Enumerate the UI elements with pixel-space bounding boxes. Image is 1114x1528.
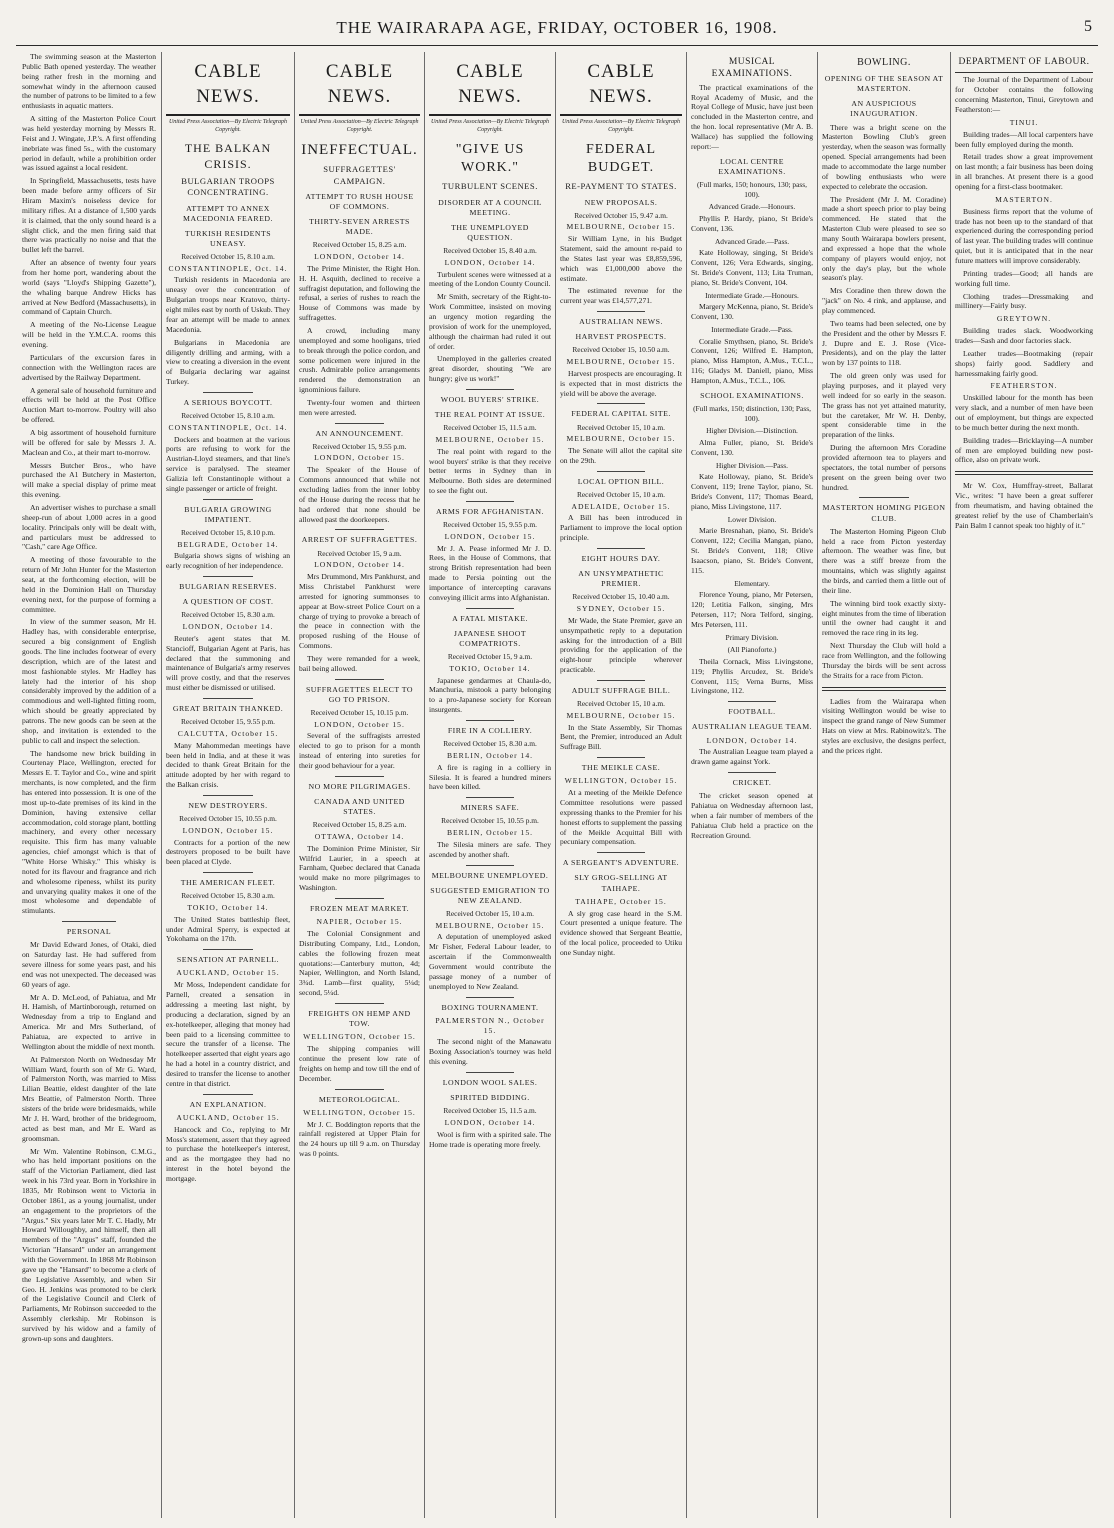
separator <box>203 392 253 393</box>
placeline: TINUI. <box>1009 117 1039 127</box>
article-paragraph: A sitting of the Masterton Police Court was held yesterday morning by Messrs R. Feist and J. Wingate, J.P.'s. A first offending inebriate was fined 5s., with the customary period in default, while a prohibition order was issued against a local resident. <box>22 114 156 173</box>
placeline: WELLINGTON, October 15. <box>303 1107 416 1117</box>
section-heading: MUSICAL EXAMINATIONS. <box>711 57 793 80</box>
article-paragraph: Mr J. A. Pease informed Mr J. D. Rees, in the House of Commons, that strong British representation had been made to Persia pointing out the importance of intercepting caravans conveying illicit arms into Afghanistan. <box>429 543 551 602</box>
cable-news-banner: CABLE NEWS. <box>429 52 551 116</box>
headline: ARREST OF SUFFRAGETTES. <box>301 535 418 545</box>
article-paragraph: Building trades slack. Woodworking trades—Sash and door factories slack. <box>955 326 1093 345</box>
article-paragraph: The shipping companies will continue the present low rate of freights on hemp and tow till the end of December. <box>299 1044 420 1083</box>
article-paragraph: Next Thursday the Club will hold a race from Wellington, and the following Thursday the birds will be sent across the Straits for a race from Picton. <box>822 641 946 680</box>
placeline: MASTERTON. <box>995 194 1053 204</box>
article-paragraph: Building trades—Bricklaying—A number of men are employed building new post-office, also on private work. <box>955 435 1093 465</box>
article-paragraph: Phyllis P. Hardy, piano, St Bride's Convent, 136. <box>691 213 813 233</box>
article-paragraph: Twenty-four women and thirteen men were arrested. <box>299 397 420 417</box>
article-paragraph: Leather trades—Bootmaking (repair shops) fairly good. Saddlery and harnessmaking fairly good. <box>955 348 1093 378</box>
headline: ADULT SUFFRAGE BILL. <box>571 685 671 695</box>
placeline: CONSTANTINOPLE, Oct. 14. <box>168 263 288 273</box>
marks-note: (Full marks, 150; honours, 130; pass, 100). <box>696 179 808 199</box>
article-paragraph: Bulgaria shows signs of wishing an early recognition of her independence. <box>166 551 290 571</box>
article-paragraph: Japanese gendarmes at Chaula-do, Manchuria, mistook a party belonging to a pro-Japanese society for Korean insurgents. <box>429 675 551 715</box>
kicker: TURKISH RESIDENTS UNEASY. <box>184 228 272 248</box>
article-paragraph: A Bill has been introduced in Parliament to improve the local option principle. <box>560 513 682 543</box>
article-paragraph: The Dominion Prime Minister, Sir Wilfrid Laurier, in a speech at Farnham, Quebec declared that Canada would make no more pilgrimages to Washington. <box>299 843 420 893</box>
dateline: Received October 15, 8.25 a.m. <box>312 240 407 250</box>
dateline: Received October 15, 9.47 a.m. <box>574 210 668 220</box>
article-paragraph: Mr A. D. McLeod, of Pahiatua, and Mr H. Hamish, of Martinborough, returned on Wednesday from a trip to England and America. Mr and Mrs Sutherland, of Pahiatua, are expected to arrive in Wellington about the middle of next month. <box>22 992 156 1051</box>
kicker: THE REAL POINT AT ISSUE. <box>434 410 546 420</box>
article-paragraph: The President (Mr J. M. Coradine) made a short speech prior to play being commenced. He stated that the Masterton Club were pleased to see so many South Wairarapa bowlers present, and expressed a hope that the whole company of players would enjoy, not only the day's play, but the whole season's play. <box>822 194 946 283</box>
headline: METEOROLOGICAL. <box>318 1094 401 1104</box>
placeline: MELBOURNE, October 15. <box>566 710 676 720</box>
article-paragraph: The winning bird took exactly sixty-eight minutes from the time of liberation until the owner had caught it and removed the race ring in its leg. <box>822 598 946 638</box>
article-paragraph: The handsome new brick building in Courtenay Place, Wellington, erected for Messrs E. T. Taylor and Co., wine and spirit merchants, is now completed, and the firm has entered into possession. It is one of the most up-to-date premises of its kind in the Dominion, having extensive cellar accommodation, cold storage plant, bottling machinery, and every other necessary requisite. This firm has many valuable agencies, chief amongst which is that of "White Horse Whisky." This whisky is noted for its flavour and fragrance and rich and wholesome ripeness, whilst its purity and unvarying quality makes it one of the most wholesome and dependable of stimulants. <box>22 748 156 916</box>
separator <box>597 471 646 472</box>
separator <box>203 795 253 796</box>
separator <box>859 497 909 498</box>
article-paragraph: After an absence of twenty four years from her home port, wandering about the world (says "Lloyd's Shipping Gazette"), the whaling barque Andrew Hicks has arrived at New Bedford (Massachusetts), in command of Captain Church. <box>22 258 156 317</box>
kicker: DISORDER AT A COUNCIL MEETING. <box>438 197 542 217</box>
dateline: Received October 15, 10.50 a.m. <box>572 345 670 355</box>
article-paragraph: The Prime Minister, the Right Hon. H. H. Asquith, declined to receive a suffragist deputation, and following the refusal, a series of rushes to reach the House of Commons was made by suffragettes. <box>299 263 420 323</box>
placeline: MELBOURNE, October 15. <box>435 920 545 930</box>
dateline: Received October 15, 10.55 p.m. <box>441 816 539 826</box>
kicker: CANADA AND UNITED STATES. <box>314 796 405 817</box>
article-paragraph: Kate Holloway, singing, St Bride's Convent, 126; Vera Edwards, singing, St. Bride's Convent, 113; Lita Truman, piano, St. Bride's Convent, 104. <box>691 248 813 287</box>
grade-heading: Advanced Grade.—Pass. <box>714 236 790 246</box>
subheadline: RE-PAYMENT TO STATES. <box>565 181 677 192</box>
article-paragraph: The second night of the Manawatu Boxing Association's tourney was held this evening. <box>429 1037 551 1067</box>
kicker: NEW PROPOSALS. <box>584 197 658 207</box>
kicker: SPIRITED BIDDING. <box>450 1093 530 1103</box>
article-paragraph: A general sale of household furniture and effects will be held at the Post Office Auction Mart to-morrow. Poultry will also be offered. <box>22 385 156 425</box>
headline: AN EXPLANATION. <box>189 1099 267 1109</box>
separator <box>62 921 116 922</box>
article-paragraph: Harvest prospects are encouraging. It is expected that in most districts the yield will be above the average. <box>560 368 682 398</box>
section-heading: DEPARTMENT OF LABOUR. <box>955 56 1093 73</box>
article-paragraph: Building trades—All local carpenters have been fully employed during the month. <box>955 129 1093 149</box>
separator <box>203 872 253 873</box>
article-paragraph: The Masterton Homing Pigeon Club held a race from Picton yesterday afternoon. The weather was fine, but there was a stiff breeze from the mountains, which was slightly against the birds, and carried them a little out of their line. <box>822 526 946 595</box>
separator <box>728 701 777 702</box>
placeline: TOKIO, October 14. <box>449 663 531 673</box>
headline: FIRE IN A COLLIERY. <box>447 726 533 736</box>
kicker: HARVEST PROSPECTS. <box>575 332 667 342</box>
headline: NEW DESTROYERS. <box>188 800 268 810</box>
headline: THE BALKAN CRISIS. <box>184 140 272 171</box>
separator <box>466 997 515 998</box>
article-paragraph: A meeting of the No-License League will be held in the Y.M.C.A. rooms this evening. <box>22 320 156 350</box>
dateline: Received October 15, 8.30 a.m. <box>181 891 275 901</box>
headline: BULGARIA GROWING IMPATIENT. <box>184 504 272 524</box>
subheading: OPENING OF THE SEASON AT MASTERTON. <box>824 74 944 94</box>
article-paragraph: The cricket season opened at Pahiatua on Wednesday afternoon last, when a fair number of members of the Pahiatua Club held a practice on the Recreation Ground. <box>691 791 813 840</box>
article-paragraph: Many Mahommedan meetings have been held in India, and at these it was decided to thank Great Britain for the attitude adopted by her with regard to the Balkan crisis. <box>166 740 290 790</box>
article-paragraph: The Journal of the Department of Labour for October contains the following concerning Masterton, Tinui, Greytown and Featherston:— <box>955 75 1093 114</box>
article-paragraph: A crowd, including many unemployed and some hooligans, tried to break through the police cordon, and some policemen were injured in the crush. Admirable police arrangements rendered the demonstration an ignominious failure. <box>299 325 420 395</box>
separator <box>597 311 646 312</box>
placeline: LONDON, October 14. <box>444 257 536 267</box>
grade-note: (All Pianoforte.) <box>727 645 777 655</box>
article-paragraph: Mr Moss, Independent candidate for Parnell, created a sensation in addressing a meeting last night, by producing a declaration, signed by an ex-hotelkeeper, alleging that money had been paid to a licensing committee to secure the transfer of a license. The hotelkeeper asserted that eight years ago he had a hotel in a country district, and desired to transfer the license to another centre in that district. <box>166 980 290 1088</box>
dateline: Received October 15, 9.55 p.m. <box>181 717 275 727</box>
grade-heading: Advanced Grade.—Honours. <box>708 202 796 212</box>
column-local-news <box>22 52 156 1518</box>
separator <box>335 898 383 899</box>
headline: EIGHT HOURS DAY. <box>581 553 661 563</box>
separator <box>466 501 515 502</box>
placeline: LONDON, October 14. <box>706 735 798 745</box>
column-cable-balkan <box>166 52 290 1518</box>
dateline: Received October 15, 8.30 a.m. <box>181 610 275 620</box>
kicker: AN UNSYMPATHETIC PREMIER. <box>578 569 664 589</box>
separator <box>822 687 946 691</box>
headline: BOXING TOURNAMENT. <box>441 1002 539 1012</box>
headline: "GIVE US WORK." <box>455 141 525 176</box>
headline: NO MORE PILGRIMAGES. <box>308 781 411 791</box>
article-paragraph: Clothing trades—Dressmaking and millinery—Fairly busy. <box>955 291 1093 311</box>
placeline: SYDNEY, October 15. <box>576 603 666 613</box>
separator <box>597 548 646 549</box>
column-rule <box>294 52 295 1518</box>
placeline: LONDON, October 14. <box>314 560 405 570</box>
subheadline: SUFFRAGETTES' CAMPAIGN. <box>323 164 396 186</box>
cable-news-banner: CABLE NEWS. <box>166 52 290 116</box>
separator <box>466 608 515 609</box>
masthead <box>0 18 1114 38</box>
press-credit: United Press Association—By Electric Telegraph Copyright. <box>168 119 288 134</box>
separator <box>597 852 646 853</box>
dateline: Received October 15, 8.10 a.m. <box>181 252 275 261</box>
article-paragraph: Wool is firm with a spirited sale. The Home trade is operating more freely. <box>429 1129 551 1149</box>
dateline: Received October 15, 10 a.m. <box>576 489 666 499</box>
separator <box>597 403 646 404</box>
article-paragraph: The Colonial Consignment and Distributing Company, Ltd., London, cables the following frozen meat quotations:—Canterbury mutton, 4d; Napier, Wellington, and North Island, 3¾d. Lamb—first quality, 5¼d; second, 5¼d. <box>299 928 420 998</box>
dateline: Received October 15, 8.30 a.m. <box>443 739 537 749</box>
dateline: Received October 15, 11.5 a.m. <box>443 423 537 433</box>
placeline: MELBOURNE, October 15. <box>435 434 545 444</box>
dateline: Received October 15, 8.40 a.m. <box>443 246 537 256</box>
headline: AN ANNOUNCEMENT. <box>315 428 404 438</box>
placeline: WELLINGTON, October 15. <box>303 1032 416 1042</box>
headline: SENSATION AT PARNELL. <box>176 955 280 965</box>
article-paragraph: Mr J. C. Boddington reports that the rainfall registered at Upper Plain for the 24 hours up till 9 a.m. on Thursday was 0 points. <box>299 1119 420 1159</box>
cable-news-banner: CABLE NEWS. <box>299 52 420 116</box>
headline: FREIGHTS ON HEMP AND TOW. <box>308 1008 411 1029</box>
column-rule <box>817 52 818 1518</box>
article-paragraph: In the State Assembly, Sir Thomas Bent, the Premier, introduced an Adult Suffrage Bill. <box>560 722 682 752</box>
article-paragraph: Sir William Lyne, in his Budget Statement, said the amount re-paid to the States last year was £8,859,596, which was £1,000,000 above the estimate. <box>560 234 682 283</box>
article-paragraph: The old green only was used for playing purposes, and it played very well indeed for so early in the season. The grass has not yet attained maturity, but the caretaker, Mr W. H. Denby, spent considerable time in the preparation of the links. <box>822 371 946 440</box>
article-paragraph: The estimated revenue for the current year was £14,577,271. <box>560 286 682 306</box>
article-paragraph: The Australian League team played a drawn game against York. <box>691 747 813 767</box>
kicker: THE UNEMPLOYED QUESTION. <box>451 222 529 242</box>
masthead-rule <box>16 45 1098 46</box>
article-paragraph: Theila Cornack, Miss Livingstone, 119; Phyllis Arcudez, St. Bride's Convent, 115; Verna Burns, Miss Livingstone, 112. <box>691 656 813 696</box>
separator <box>335 529 383 530</box>
separator <box>597 680 646 681</box>
placeline: CALCUTTA, October 15. <box>177 728 279 738</box>
column-rule <box>555 52 556 1518</box>
article-paragraph: Mrs Coradine then threw down the "jack" on No. 4 rink, and applause, and play commenced. <box>822 286 946 315</box>
article-paragraph: During the afternoon Mrs Coradine provided afternoon tea to players and spectators, the total number of persons present on the green being over two hundred. <box>822 443 946 492</box>
article-paragraph: The swimming season at the Masterton Public Bath opened yesterday. The weather being rather fresh in the morning and somewhat windy in the afternoon caused the number of patrons to be limited to a few enthusiasts in aquatic matters. <box>22 52 156 111</box>
grade-heading: Intermediate Grade.—Honours. <box>705 290 799 300</box>
advertisement-paragraph: Mr W. Cox, Humffray-street, Ballarat Vic., writes: "I have been a great sufferer from rheumatism, and having obtained the greatest relief by the use of Chamberlain's Pain Balm I cannot speak too highly of it." <box>955 481 1093 530</box>
subheadline: BULGARIAN TROOPS CONCENTRATING. <box>181 176 275 198</box>
column-rule <box>161 52 162 1518</box>
headline: A SERGEANT'S ADVENTURE. <box>562 858 680 868</box>
article-paragraph: At Palmerston North on Wednesday Mr William Ward, fourth son of Mr G. Ward, of Palmerston North, was married to Miss Lilian Beattie, eldest daughter of the late Mrs Beattie, of Palmerston North. Three sisters of the bride were bridesmaids, while Mr J. H. Ward, brother of the bridegroom, acted as best man, and Mr E. Ward as groomsman. <box>22 1054 156 1143</box>
column-musical-examinations <box>691 52 813 1518</box>
placeline: LONDON, October 15. <box>444 531 536 541</box>
dateline: Received October 15, 10.15 p.m. <box>310 707 409 717</box>
column-rule <box>686 52 687 1518</box>
separator <box>203 576 253 577</box>
placeline: FEATHERSTON. <box>990 381 1058 391</box>
article-paragraph: Business firms report that the volume of trade has not been up to the standard of that experienced during the corresponding period of last year. The building trades will continue quiet, but it is anticipated that in the near future matters will improve considerably. <box>955 206 1093 265</box>
article-paragraph: A fire is raging in a colliery in Silesia. It is feared a hundred miners have been killed. <box>429 762 551 792</box>
article-paragraph: In view of the summer season, Mr H. Hadley has, with considerable enterprise, secured a big consignment of English goods. The line includes footwear of every description, which are of the latest and most fashionable styles. Mr Hadley has lately had the interior of his shop considerably improved by the addition of a commodious and well-lighted fitting room, which should be greatly appreciated by patrons. The new goods can be seen at the shop, and invitation is extended to the public to call and inspect the selection. <box>22 617 156 745</box>
placeline: MELBOURNE, October 15. <box>566 357 676 367</box>
dateline: Received October 15, 10.40 a.m. <box>572 592 670 602</box>
separator <box>335 679 383 680</box>
placeline: LONDON, October 15. <box>314 719 405 729</box>
article-paragraph: Florence Young, piano, Mr Petersen, 120; Letitia Falkon, singing, Mrs Petersen, 117; Nora Telford, singing, Mrs Petersen, 111. <box>691 590 813 629</box>
article-paragraph: Marie Bresnahan, piano, St. Bride's Convent, 122; Cecilia Mangan, piano, St. Bride's Convent, 118; Olive Isaacson, piano, St. Bride's Convent, 115. <box>691 526 813 575</box>
article-paragraph: A deputation of unemployed asked Mr Fisher, Federal Labour leader, to ascertain if the Commonwealth Government would contribute the passage money of a number of unemployed to New Zealand. <box>429 932 551 991</box>
headline: FEDERAL BUDGET. <box>586 141 656 176</box>
placeline: PALMERSTON N., October 15. <box>435 1015 545 1035</box>
separator <box>466 389 515 390</box>
headline: FROZEN MEAT MARKET. <box>309 903 410 913</box>
column-bowling <box>822 52 946 1518</box>
placeline: AUCKLAND, October 15. <box>176 968 280 978</box>
article-paragraph: Mr Wade, the State Premier, gave an unsympathetic reply to a deputation asking for the introduction of a Bill providing for the application of the eight-hour principle wherever practicable. <box>560 615 682 675</box>
article-paragraph: Turbulent scenes were witnessed at a meeting of the London County Council. <box>429 269 551 289</box>
dateline: Received October 15, 8.25 a.m. <box>312 820 407 830</box>
masthead-title: THE WAIRARAPA AGE, FRIDAY, OCTOBER 16, 1908. <box>336 18 778 37</box>
article-paragraph: Coralie Smythsen, piano, St. Bride's Convent, 126; Wilfred E. Hampton, piano, Miss Hampton, A.Mus., T.C.L., 116; Gladys M. Daniell, piano, Miss Hampton, A.Mus., T.C.L., 106. <box>691 336 813 386</box>
section-heading: FOOTBALL. <box>728 707 776 717</box>
article-paragraph: A meeting of those favourable to the return of Mr John Hunter for the Masterton seat, at the forthcoming election, will be held in the Dominion Hall on Thursday evening next, for the purpose of forming a committee. <box>22 555 156 614</box>
placeline: LONDON, October 15. <box>314 453 405 463</box>
press-credit: United Press Association—By Electric Telegraph Copyright. <box>430 119 550 134</box>
article-paragraph: Mr Smith, secretary of the Right-to-Work Committee, insisted on moving an urgency motion regarding the provision of work for the unemployed, although the chairman had ruled it out of order. <box>429 292 551 351</box>
dateline: Received October 15, 10 a.m. <box>445 908 535 918</box>
article-paragraph: An advertiser wishes to purchase a small sheep-run of about 1,000 acres in a good locality. Principals only will be dealt with, and particulars must be addressed to "Cash," care Age Office. <box>22 502 156 552</box>
placeline: LONDON, October 14. <box>314 251 405 261</box>
placeline: TAIHAPE, October 15. <box>575 896 667 906</box>
placeline: AUCKLAND, October 15. <box>176 1112 280 1122</box>
dateline: Received October 15, 9.55 p.m. <box>312 441 407 451</box>
placeline: ADELAIDE, October 15. <box>571 501 671 511</box>
placeline: BERLIN, October 14. <box>446 750 534 760</box>
headline: INEFFECTUAL. <box>301 141 418 158</box>
kicker: AN AUSPICIOUS INAUGURATION. <box>850 99 918 119</box>
article-paragraph: Turkish residents in Macedonia are uneasy over the concentration of Bulgarian troops near Kratovo, thirty-eight miles east by north of Uskub. They fear an attempt will be made to annex Macedonia. <box>166 275 290 334</box>
column-cable-suffragettes <box>299 52 420 1518</box>
section-heading: BOWLING. <box>857 57 911 68</box>
article-paragraph: A sly grog case heard in the S.M. Court presented a unique feature. The evidence showed that Sergeant Beattie, of the local police, proceeded to Utiku one Sunday night. <box>560 908 682 957</box>
article-paragraph: Alma Fuller, piano, St. Bride's Convent, 130. <box>691 437 813 457</box>
press-credit: United Press Association—By Electric Telegraph Copyright. <box>561 119 681 134</box>
separator <box>955 471 1093 475</box>
article-paragraph: Dockers and boatmen at the various ports are refusing to work for the Austrian-Lloyd steamers, and that line's service is paralysed. The steamer Galizia left Constantinople without a single passenger or article of freight. <box>166 434 290 493</box>
article-paragraph: Unemployed in the galleries created great disorder, shouting "We are hungry; give us work!" <box>429 354 551 384</box>
grade-heading: Higher Division.—Distinction. <box>706 426 798 436</box>
headline: SUFFRAGETTES ELECT TO GO TO PRISON. <box>305 684 414 704</box>
headline: THE MEIKLE CASE. <box>581 763 661 773</box>
section-heading: CRICKET. <box>732 778 772 788</box>
column-cable-give-us-work <box>429 52 551 1518</box>
separator <box>728 772 777 773</box>
article-paragraph: They were remanded for a week, bail being allowed. <box>299 653 420 673</box>
dateline: Received October 15, 9 a.m. <box>317 548 402 558</box>
headline: AUSTRALIAN NEWS. <box>579 317 663 327</box>
grade-heading: Intermediate Grade.—Pass. <box>711 324 793 334</box>
subheading: LOCAL CENTRE EXAMINATIONS. <box>718 156 786 176</box>
column-rule <box>950 52 951 1518</box>
placeline: MELBOURNE, October 15. <box>566 434 676 444</box>
headline: ARMS FOR AFGHANISTAN. <box>435 506 544 516</box>
placeline: TOKIO, October 14. <box>187 902 269 912</box>
subheadline: TURBULENT SCENES. <box>442 181 538 192</box>
separator <box>597 757 646 758</box>
grade-heading: Primary Division. <box>725 632 779 642</box>
article-paragraph: Two teams had been selected, one by the President and the other by Messrs F. J. Dupre and E. J. Rose (Vice-Presidents), and on the play the latter won by 137 points to 118. <box>822 318 946 368</box>
article-paragraph: Kate Holloway, piano, St. Bride's Convent, 119; Irene Taylor, piano, St. Bride's Convent, 117; Thomas Beard, piano, Miss Livingstone, 117. <box>691 472 813 511</box>
dateline: Received October 15, 8.10 p.m. <box>181 527 275 537</box>
kicker: ATTEMPT TO ANNEX MACEDONIA FEARED. <box>183 203 273 223</box>
article-paragraph: The United States battleship fleet, under Admiral Sperry, is expected at Yokohama on the 17th. <box>166 914 290 944</box>
grade-heading: Lower Division. <box>727 514 777 524</box>
column-rule <box>424 52 425 1518</box>
article-paragraph: In Springfield, Massachusetts, tests have been made before army officers of Sir Hiram Maxim's noiseless device for military rifles. At a distance of 1,500 yards it is claimed, that the only sound heard is a slight click, and the men firing said that there was practically no noise and that the bullet left the barrel. <box>22 176 156 255</box>
article-paragraph: Margery McKenna, piano, St. Bride's Convent, 130. <box>691 302 813 322</box>
headline: A SERIOUS BOYCOTT. <box>183 397 273 407</box>
article-paragraph: A big assortment of household furniture will be offered for sale by Messrs J. A. Maclean and Co., at their mart to-morrow. <box>22 427 156 457</box>
separator <box>203 949 253 950</box>
separator <box>466 797 515 798</box>
separator <box>335 1089 383 1090</box>
separator <box>203 1094 253 1095</box>
separator <box>466 720 515 721</box>
article-paragraph: Mr David Edward Jones, of Otaki, died on Saturday last. He had suffered from severe illness for some years past, and his end was not unexpected. The deceased was 60 years of age. <box>22 940 156 989</box>
headline: FEDERAL CAPITAL SITE. <box>571 409 671 419</box>
headline: THE AMERICAN FLEET. <box>180 878 276 888</box>
article-paragraph: There was a bright scene on the Masterton Bowling Club's green yesterday, when the season was formally opened. Special arrangements had been made to accommodate the large number of bowling enthusiasts who were expected to celebrate the occasion. <box>822 122 946 191</box>
article-paragraph: The practical examinations of the Royal Academy of Music, and the Royal College of Music, have just been concluded in the Masterton centre, and the hon. local representative (Mr A. B. Wallace) has supplied the following report:— <box>691 82 813 151</box>
article-paragraph: The Silesia miners are safe. They ascended by another shaft. <box>429 839 551 859</box>
headline: MELBOURNE UNEMPLOYED. <box>431 870 549 880</box>
placeline: BERLIN, October 15. <box>446 827 534 837</box>
placeline: BELGRADE, October 14. <box>177 539 279 549</box>
separator <box>335 1003 383 1004</box>
article-paragraph: Mr Wm. Valentine Robinson, C.M.G., who has held important positions on the staff of the Victorian Parliament, died last week in his 73rd year. Born in Yorkshire in 1835, Mr Robinson went to Victoria in October 1861, as a young journalist, under an engagement to the proprietors of the "Argus." Six years later Mr T. C. Hadly, Mr Howard Willoughby, and himself, then all members of the "Argus" staff, founded the Victorian "Hansard" under an arrangement with the Government. In 1868 Mr Robinson gave up the "Hansard" to become a clerk of the Legislative Assembly, and when Sir Geo. H. Jenkins was promoted to be clerk of the Legislative Council and Clerk of Parliaments, Mr Robinson succeeded to the Assembly clerkship. Mr Robinson is survived by his widow and a family of grown-up sons and daughters. <box>22 1146 156 1343</box>
kicker: AUSTRALIAN LEAGUE TEAM. <box>691 722 813 732</box>
article-paragraph: Hancock and Co., replying to Mr Moss's statement, assert that they agreed to purchase the hotelkeeper's interest, and as the mortgagee they had no interest in the hotel beyond the mortgage. <box>166 1124 290 1184</box>
article-paragraph: Messrs Butcher Bros., who have purchased the A1 Butchery in Masterton, will make a special display of prime meat this evening. <box>22 460 156 500</box>
article-paragraph: At a meeting of the Meikle Defence Committee resolutions were passed expressing thanks to the Premier for his honest efforts to supplement the passing of the Meikle Acquittal Bill with pecuniary compensation. <box>560 788 682 847</box>
placeline: WELLINGTON, October 15. <box>564 776 678 786</box>
placeline: GREYTOWN. <box>996 314 1052 324</box>
article-paragraph: The Speaker of the House of Commons announced that while not excluding ladies from the inner lobby of the House during the recess that he had ordered that none should be allowed past the doorkeepers. <box>299 465 420 524</box>
dateline: Received October 15, 10 a.m. <box>576 699 666 709</box>
dateline: Received October 15, 10 a.m. <box>576 422 666 432</box>
article-paragraph: The Senate will allot the capital site on the 29th. <box>560 446 682 465</box>
separator <box>466 1072 515 1073</box>
headline: LOCAL OPTION BILL. <box>577 476 665 486</box>
advertisement-paragraph: Ladies from the Wairarapa when visiting Wellington would be wise to inspect the grand range of New Summer Hats on view at Mrs. Rabinowitz's. The styles are exclusive, the designs perfect, and the prices right. <box>822 696 946 755</box>
article-paragraph: Unskilled labour for the month has been very slack, and a number of men have been out of employment, but things are expected to be much better during the next month. <box>955 393 1093 432</box>
grade-heading: Higher Division.—Pass. <box>715 460 789 470</box>
article-paragraph: The real point with regard to the wool buyers' strike is that they receive better terms in Sydney than in Melbourne. Both sides are determined to see the fight out. <box>429 446 551 496</box>
placeline: NAPIER, October 15. <box>316 917 403 927</box>
kicker: SLY GROG-SELLING AT TAIHAPE. <box>574 873 668 893</box>
separator <box>203 698 253 699</box>
grade-heading: Elementary. <box>734 578 770 588</box>
separator <box>335 423 383 424</box>
section-heading: MASTERTON HOMING PIGEON CLUB. <box>822 503 946 523</box>
placeline: CONSTANTINOPLE, Oct. 14. <box>168 422 288 432</box>
separator <box>203 499 253 500</box>
marks-note: (Full marks, 150; distinction, 130; Pass, 100). <box>693 404 811 423</box>
kicker: THIRTY-SEVEN ARRESTS MADE. <box>309 217 410 237</box>
kicker: ATTEMPT TO RUSH HOUSE OF COMMONS. <box>305 191 414 211</box>
placeline: LONDON, October 14. <box>444 1117 536 1127</box>
dateline: Received October 15, 11.5 a.m. <box>443 1106 537 1116</box>
kicker: A QUESTION OF COST. <box>182 597 274 607</box>
column-department-of-labour <box>955 52 1093 1518</box>
placeline: MELBOURNE, October 15. <box>566 222 676 232</box>
article-paragraph: Mrs Drummond, Mrs Pankhurst, and Miss Christabel Pankhurst were arrested for ignoring summonses to appear at Bow-street Police Court on a charge of trying to provoke a breach of the peace in connection with the proposed rushing of the House of Commons. <box>299 572 420 651</box>
article-paragraph: Several of the suffragists arrested elected to go to prison for a month instead of entering into sureties for their good behaviour for a year. <box>299 731 420 770</box>
article-paragraph: Particulars of the excursion fares in connection with the Wellington races are advertised by the Railway Department. <box>22 352 156 382</box>
article-paragraph: Reuter's agent states that M. Stancioff, Bulgarian Agent at Paris, has declared that the summoning and maintenance of Bulgaria's army reserves will prove costly, and that the reserves must either be dismissed or utilised. <box>166 633 290 693</box>
headline: BULGARIAN RESERVES. <box>179 582 277 592</box>
article-paragraph: Printing trades—Good; all hands are working full time. <box>955 268 1093 288</box>
placeline: LONDON, October 14. <box>182 622 274 632</box>
headline: WOOL BUYERS' STRIKE. <box>440 394 540 404</box>
headline: MINERS SAFE. <box>460 803 520 813</box>
kicker: SUGGESTED EMIGRATION TO NEW ZEALAND. <box>430 885 550 905</box>
article-paragraph: Bulgarians in Macedonia are diligently drilling and arming, with a view to creating a diversion in the event of Bulgaria declaring war against Turkey. <box>166 337 290 387</box>
separator <box>466 865 515 866</box>
placeline: LONDON, October 15. <box>182 825 274 835</box>
cable-news-banner: CABLE NEWS. <box>560 52 682 116</box>
headline: A FATAL MISTAKE. <box>452 613 528 623</box>
subheading: SCHOOL EXAMINATIONS. <box>700 390 804 400</box>
column-cable-federal-budget <box>560 52 682 1518</box>
kicker: JAPANESE SHOOT COMPATRIOTS. <box>453 628 527 648</box>
dateline: Received October 15, 9.55 p.m. <box>443 520 537 530</box>
press-credit: United Press Association—By Electric Telegraph Copyright. <box>300 119 419 134</box>
page-number: 5 <box>1084 18 1092 35</box>
headline: LONDON WOOL SALES. <box>442 1078 538 1087</box>
dateline: Received October 15, 10.55 p.m. <box>179 814 277 824</box>
separator <box>335 776 383 777</box>
headline: GREAT BRITAIN THANKED. <box>172 704 284 714</box>
dateline: Received October 15, 8.10 a.m. <box>181 411 275 421</box>
placeline: OTTAWA, October 14. <box>314 831 405 841</box>
section-heading: PERSONAL <box>66 927 112 937</box>
dateline: Received October 15, 9 a.m. <box>447 652 533 662</box>
article-paragraph: Contracts for a portion of the new destroyers proposed to be built have been placed at Clyde. <box>166 837 290 867</box>
article-paragraph: Retail trades show a great improvement on last month; a fair business has been doing in all branches. At present there is a good opening for a first-class bootmaker. <box>955 152 1093 191</box>
